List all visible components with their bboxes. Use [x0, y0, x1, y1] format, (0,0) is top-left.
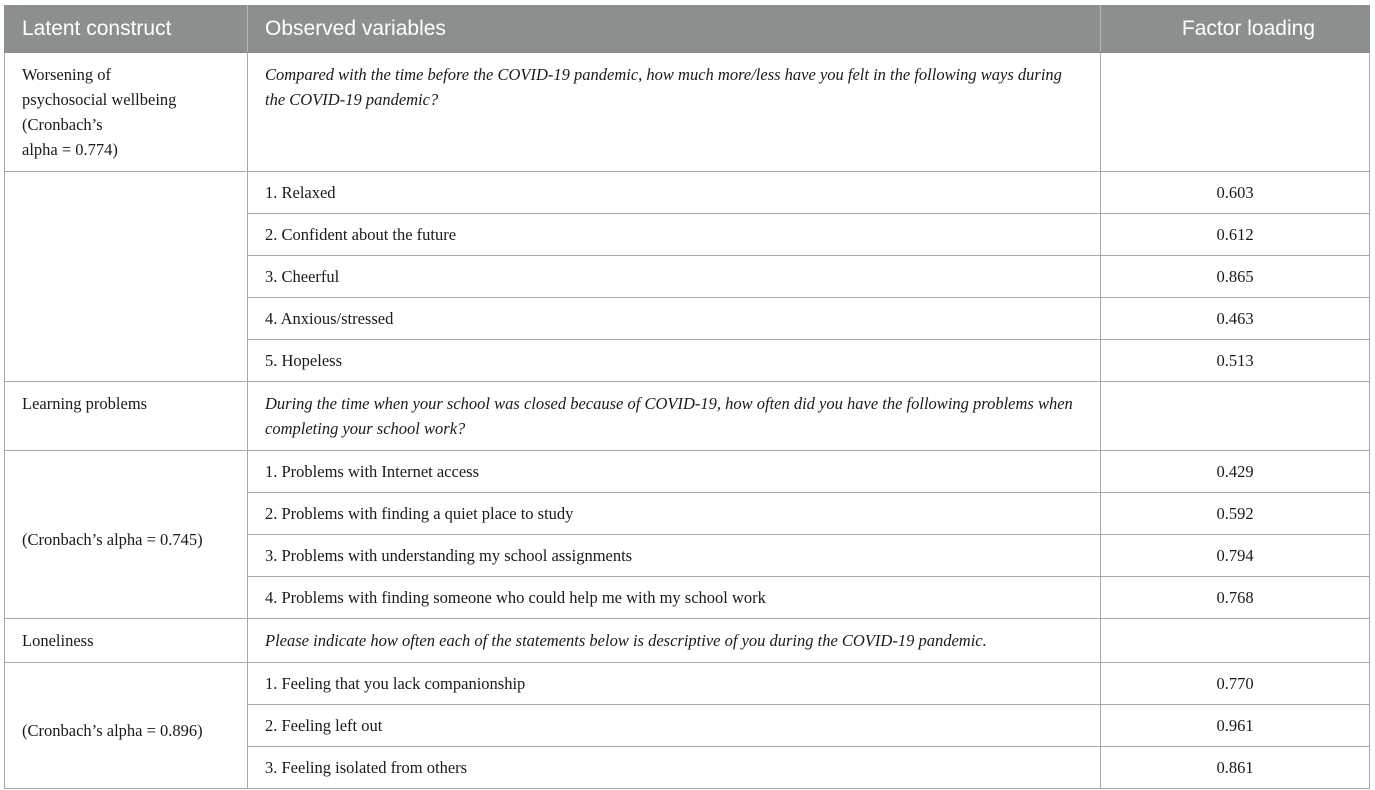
construct-line: Loneliness	[22, 631, 94, 650]
construct-alpha-cell: (Cronbach’s alpha = 0.745)	[5, 451, 248, 619]
item-label: 3. Problems with understanding my school assignments	[248, 535, 1101, 577]
item-loading: 0.603	[1101, 172, 1370, 214]
item-loading: 0.861	[1101, 747, 1370, 789]
section-prompt: During the time when your school was closed because of COVID-19, how often did you have the following problems when completing your school work?	[248, 382, 1101, 451]
table-body	[5, 53, 1370, 789]
section-prompt-row	[5, 53, 1370, 172]
item-loading: 0.612	[1101, 214, 1370, 256]
construct-line: alpha = 0.774)	[22, 140, 118, 159]
construct-line: Learning problems	[22, 394, 148, 413]
table-header	[5, 6, 1370, 53]
item-label: 2. Confident about the future	[248, 214, 1101, 256]
item-label: 1. Relaxed	[248, 172, 1101, 214]
item-label: 5. Hopeless	[248, 340, 1101, 382]
construct-line: Worsening of	[22, 65, 111, 84]
header-latent-construct: Latent construct	[5, 6, 248, 53]
item-loading: 0.770	[1101, 663, 1370, 705]
header-row	[5, 6, 1370, 53]
item-label: 3. Cheerful	[248, 256, 1101, 298]
item-label: 4. Problems with finding someone who could help me with my school work	[248, 577, 1101, 619]
factor-loading-table	[4, 5, 1370, 789]
section-prompt: Please indicate how often each of the statements below is descriptive of you during the COVID-19 pandemic.	[248, 619, 1101, 663]
item-label: 2. Problems with finding a quiet place to study	[248, 493, 1101, 535]
empty-loading-cell	[1101, 53, 1370, 172]
header-factor-loading: Factor loading	[1101, 6, 1370, 53]
construct-cell	[5, 53, 248, 172]
section-prompt-row	[5, 619, 1370, 663]
item-loading: 0.865	[1101, 256, 1370, 298]
section-prompt-row	[5, 382, 1370, 451]
item-label: 3. Feeling isolated from others	[248, 747, 1101, 789]
item-loading: 0.961	[1101, 705, 1370, 747]
item-label: 1. Feeling that you lack companionship	[248, 663, 1101, 705]
table-row	[5, 663, 1370, 705]
construct-line: (Cronbach’s	[22, 115, 103, 134]
item-loading: 0.794	[1101, 535, 1370, 577]
construct-cell	[5, 382, 248, 451]
item-loading: 0.768	[1101, 577, 1370, 619]
table-row	[5, 172, 1370, 214]
construct-line: psychosocial wellbeing	[22, 90, 177, 109]
item-label: 4. Anxious/stressed	[248, 298, 1101, 340]
construct-alpha-cell: (Cronbach’s alpha = 0.896)	[5, 663, 248, 789]
section-prompt: Compared with the time before the COVID-19 pandemic, how much more/less have you felt in the following ways during the COVID-19 pandemic?	[248, 53, 1101, 172]
construct-alpha-cell	[5, 172, 248, 382]
table-row	[5, 451, 1370, 493]
item-loading: 0.513	[1101, 340, 1370, 382]
item-loading: 0.429	[1101, 451, 1370, 493]
empty-loading-cell	[1101, 619, 1370, 663]
empty-loading-cell	[1101, 382, 1370, 451]
item-label: 1. Problems with Internet access	[248, 451, 1101, 493]
item-loading: 0.592	[1101, 493, 1370, 535]
construct-cell	[5, 619, 248, 663]
item-label: 2. Feeling left out	[248, 705, 1101, 747]
header-observed-variables: Observed variables	[248, 6, 1101, 53]
item-loading: 0.463	[1101, 298, 1370, 340]
